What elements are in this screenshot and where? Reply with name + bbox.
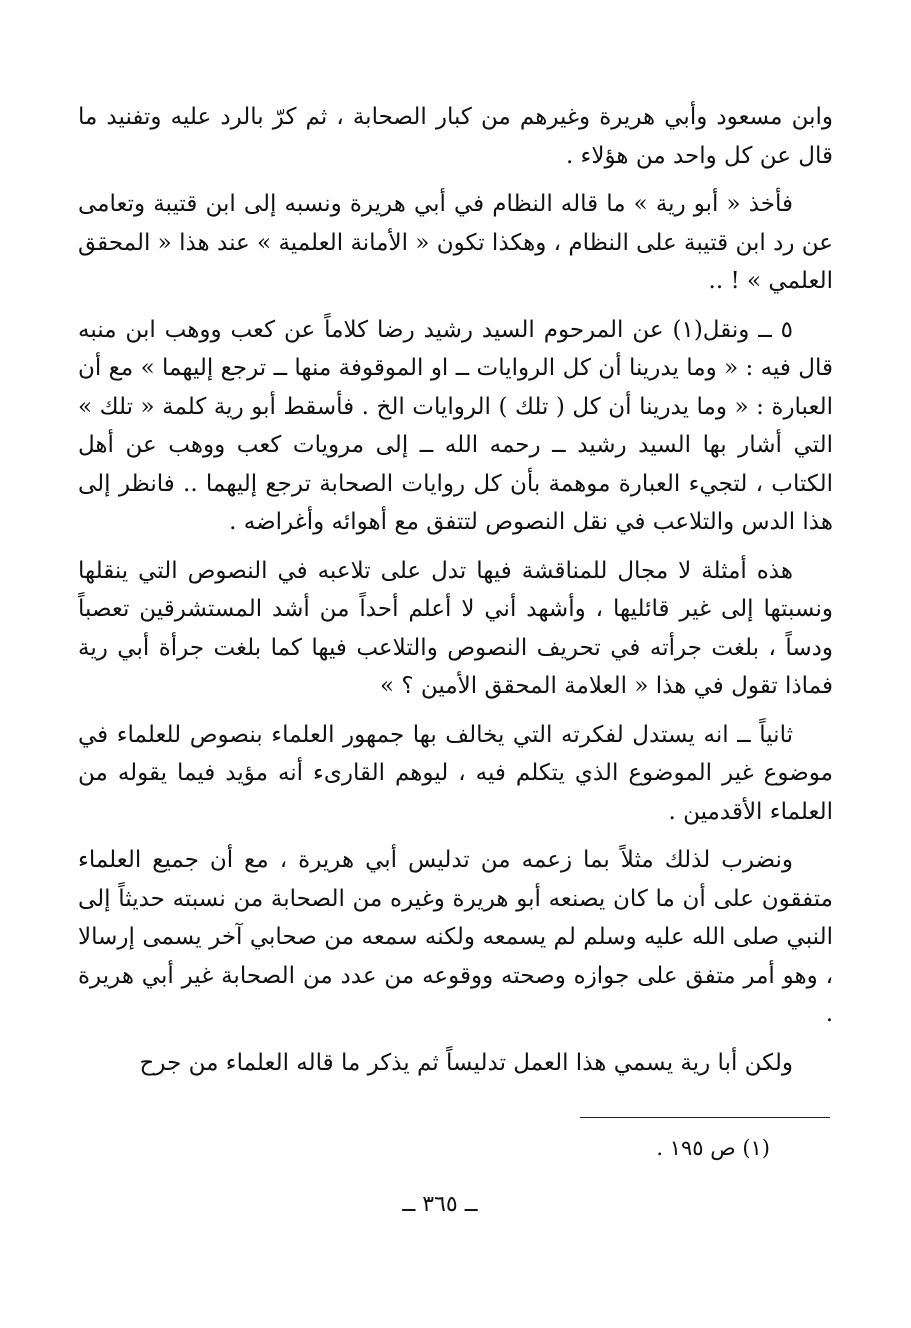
paragraph-5: ثانياً ــ انه يستدل لفكرته التي يخالف بها جمهور العلماء بنصوص للعلماء في موضوع غير الموضوع الذي يتكلم فيه ، ليوهم القارىء أنه مؤيد فيما يقوله من العلماء الأقدمين . <box>78 721 833 825</box>
paragraph-4: هذه أمثلة لا مجال للمناقشة فيها تدل على تلاعبه في النصوص التي ينقلها ونسبتها إلى غير قائليها ، وأشهد أني لا أعلم أحداً من أشد المستشرقين تعصباً ودساً ، بلغت جرأته في تحريف النصوص والتلاعب فيها كما بلغت جرأة أبي رية فماذا تقول في هذا « العلامة المحقق الأمين ؟ » <box>78 557 833 699</box>
page-number: ــ ٣٦٥ ــ <box>402 1192 478 1217</box>
footnote-divider <box>580 1117 830 1118</box>
paragraph-3: ٥ ــ ونقل(١) عن المرحوم السيد رشيد رضا كلاماً عن كعب ووهب ابن منبه قال فيه : « وما يدرينا أن كل الروايات ــ او الموقوفة منها ــ ترجع إليهما » مع أن العبارة : « وما يدرينا أن كل ( تلك ) الروايات الخ . فأسقط أبو رية كلمة « تلك » التي أشار بها السيد رشيد ــ رحمه الله ــ إلى مرويات كعب ووهب عن أهل الكتاب ، لتجيء العبارة موهمة بأن كل روايات الصحابة ترجع إليهما .. فانظر إلى هذا الدس والتلاعب في نقل النصوص لتتفق مع أهوائه وأغراضه . <box>78 316 833 535</box>
paragraph-1: وابن مسعود وأبي هريرة وغيرهم من كبار الصحابة ، ثم كرّ بالرد عليه وتفنيد ما قال عن كل واحد من هؤلاء . <box>78 104 833 169</box>
paragraph-2: فأخذ « أبو رية » ما قاله النظام في أبي هريرة ونسبه إلى ابن قتيبة وتعامى عن رد ابن قتيبة على النظام ، وهكذا تكون « الأمانة العلمية » عند هذا « المحقق العلمي » ! .. <box>78 191 833 294</box>
footnote: (١) ص ١٩٥ . <box>656 1136 770 1160</box>
page-body <box>78 98 833 1092</box>
paragraph-6: ونضرب لذلك مثلاً بما زعمه من تدليس أبي هريرة ، مع أن جميع العلماء متفقون على أن ما كان يصنعه أبو هريرة وغيره من الصحابة من نسبته حديثاً إلى النبي صلى الله عليه وسلم لم يسمعه ولكنه سمعه من صحابي آخر يسمى إرسالا ، وهو أمر متفق على جوازه وصحته ووقوعه من عدد من الصحابة غير أبي هريرة . <box>78 847 833 1027</box>
paragraph-7: ولكن أبا رية يسمي هذا العمل تدليساً ثم يذكر ما قاله العلماء من جرح <box>139 1049 793 1076</box>
